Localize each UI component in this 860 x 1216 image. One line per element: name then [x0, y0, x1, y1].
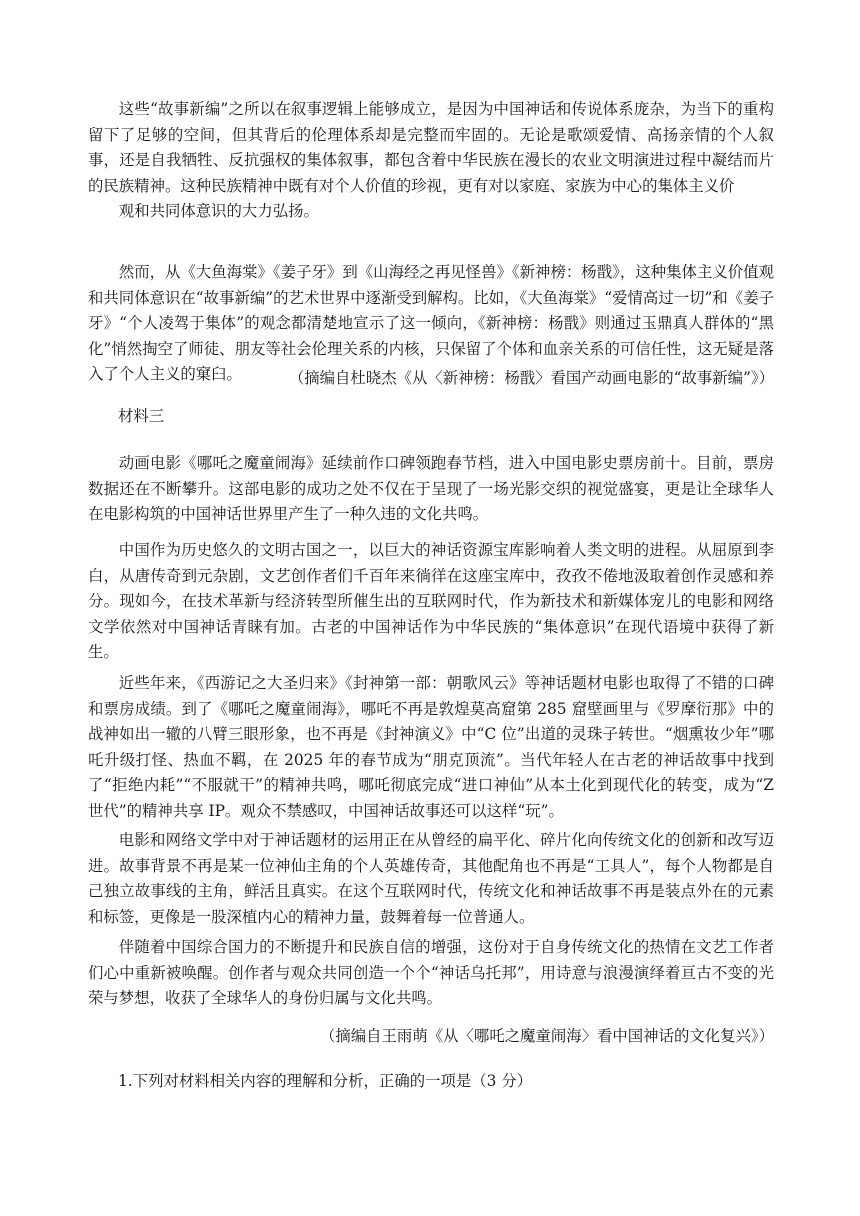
material3-heading: 材料三 [118, 407, 165, 425]
material2-paragraph-1: 这些“故事新编”之所以在叙事逻辑上能够成立，是因为中国神话和传说体系庞杂，为当下的重构留下了足够的空间，但其背后的伦理体系却是完整而牢固的。无论是歌颂爱情、高扬亲情的个人叙事，还是自我牺牲、反抗强权的集体叙事，都包含着中华民族在漫长的农业文明演进过程中凝结而片的民族精神。这种民族精神中既有对个人价值的珍视，更有对以家庭、家族为中心的集体主义价 观和共同体意识的大力弘扬。 [88, 97, 774, 225]
material2-paragraph-2: 然而，从《大鱼海棠》《姜子牙》到《山海经之再见怪兽》《新神榜：杨戬》，这种集体主义价值观和共同体意识在“故事新编”的艺术世界中逐渐受到解构。比如，《大鱼海棠》“爱情高过一切”和《姜子牙》“个人凌驾于集体”的观念都清楚地宣示了这一倾向，《新神榜：杨戬》则通过玉鼎真人群体的“黑化”悄然掏空了师徒、朋友等社会伦理关系的内核，只保留了个体和血亲关系的可信任性，这无疑是落入了个人主义的窠臼。 [88, 263, 774, 384]
material2-source-citation: （摘编自杜晓杰《从〈新神榜：杨戬〉看国产动画电影的“故事新编”》） [288, 369, 774, 387]
question-1: 1.下列对材料相关内容的理解和分析，正确的一项是（3 分） [118, 1072, 533, 1090]
material3-paragraph-5: 伴随着中国综合国力的不断提升和民族自信的增强，这份对于自身传统文化的热情在文艺工作者们心中重新被唤醒。创作者与观众共同创造一个个“神话乌托邦”，用诗意与浪漫演绎着亘古不变的光荣与梦想，收获了全球华人的身份归属与文化共鸣。 [88, 938, 774, 1008]
material3-paragraph-4: 电影和网络文学中对于神话题材的运用正在从曾经的扁平化、碎片化向传统文化的创新和改写迈进。故事背景不再是某一位神仙主角的个人英雄传奇，其他配角也不再是“工具人”，每个人物都是自己独立故事线的主角，鲜活且真实。在这个互联网时代，传统文化和神话故事不再是装点外在的元素和标签，更像是一股深植内心的精神力量，鼓舞着每一位普通人。 [88, 831, 774, 926]
material3-paragraph-2: 中国作为历史悠久的文明古国之一，以巨大的神话资源宝库影响着人类文明的进程。从屈原到李白，从唐传奇到元杂剧，文艺创作者们千百年来徜徉在这座宝库中，孜孜不倦地汲取着创作灵感和养分。现如今，在技术革新与经济转型所催生出的互联网时代，作为新技术和新媒体宠儿的电影和网络文学依然对中国神话青睐有加。古老的中国神话作为中华民族的“集体意识”在现代语境中获得了新生。 [88, 541, 774, 662]
material3-paragraph-1: 动画电影《哪吒之魔童闹海》延续前作口碑领跑春节档，进入中国电影史票房前十。目前，票房数据还在不断攀升。这部电影的成功之处不仅在于呈现了一场光影交织的视觉盛宴，更是让全球华人在电影构筑的中国神话世界里产生了一种久违的文化共鸣。 [88, 454, 774, 524]
material2-paragraph-1-continuation: 观和共同体意识的大力弘扬。 [118, 202, 319, 221]
material3-source-citation: （摘编自王雨萌《从〈哪吒之魔童闹海〉看中国神话的文化复兴》） [319, 1027, 774, 1045]
material3-paragraph-3: 近些年来，《西游记之大圣归来》《封神第一部：朝歌风云》等神话题材电影也取得了不错的口碑和票房成绩。到了《哪吒之魔童闹海》，哪吒不再是敦煌莫高窟第 285 窟壁画里与《罗摩衍那》中的战神如出一辙的八臂三眼形象，也不再是《封神演义》中“C 位”出道的灵珠子转世。“烟熏妆少年”哪吒升级打怪、热血不羁，在 2025 年的春节成为“朋克顶流”。当代年轻人在古老的神话故事中找到了“拒绝内耗”“不服就干”的精神共鸣，哪吒彻底完成“进口神仙”从本土化到现代化的转变，成为“Z 世代”的精神共享 IP。观众不禁感叹，中国神话故事还可以这样“玩”。 [88, 674, 774, 820]
